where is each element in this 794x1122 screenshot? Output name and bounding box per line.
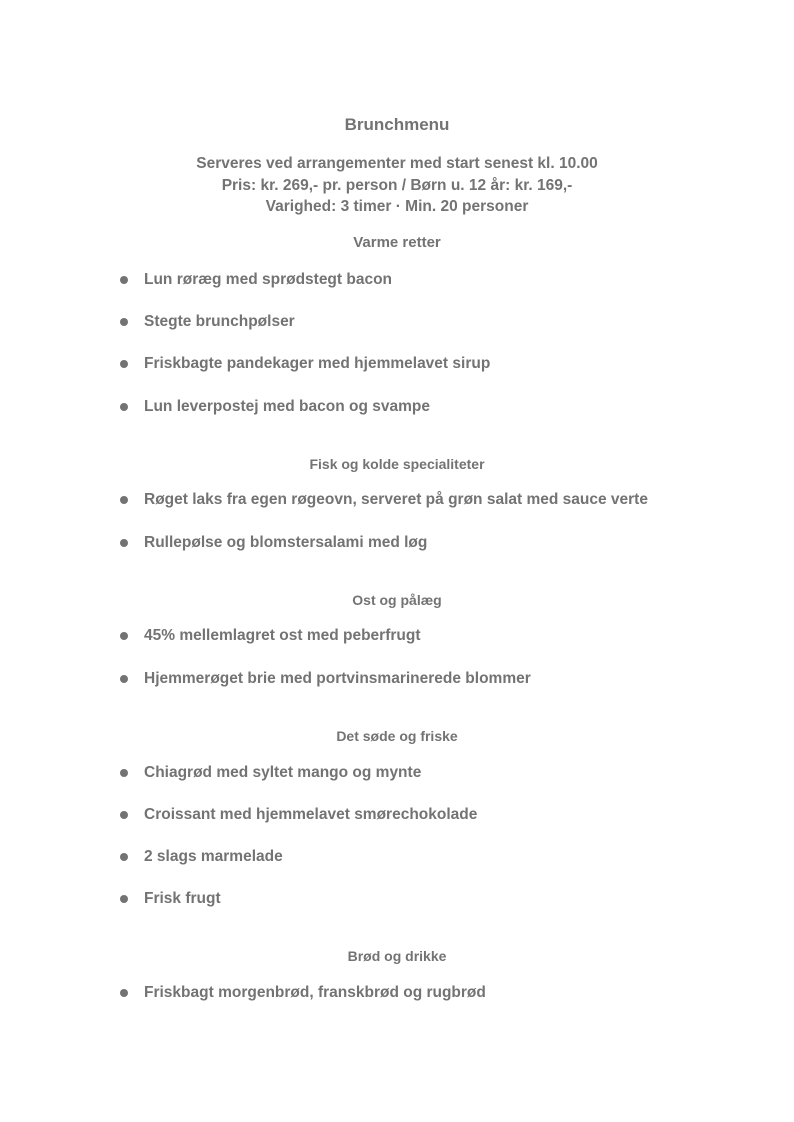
intro-line-price: Pris: kr. 269,- pr. person / Børn u. 12 år: kr. 169,- [221, 176, 573, 194]
list-item-text: Røget laks fra egen røgeovn, serveret på grøn salat med sauce verte [144, 491, 648, 508]
menu-title: Brunchmenu [344, 115, 450, 134]
section-heading-varme-retter: Varme retter [353, 234, 441, 251]
list-item-text: 2 slags marmelade [144, 848, 283, 865]
list-item-text: Friskbagt morgenbrød, franskbrød og rugbrød [144, 984, 486, 1001]
list-item-text: Rullepølse og blomstersalami med løg [144, 534, 428, 551]
section-heading-fisk: Fisk og kolde specialiteter [309, 456, 485, 472]
bullet-icon [120, 853, 128, 861]
section-heading-ost: Ost og pålæg [352, 592, 442, 608]
section-heading-soede: Det søde og friske [336, 728, 458, 744]
list-item-text: Lun røræg med sprødstegt bacon [144, 271, 393, 288]
bullet-icon [120, 811, 128, 819]
bullet-icon [120, 989, 128, 997]
bullet-icon [120, 632, 128, 640]
list-item-text: Lun leverpostej med bacon og svampe [144, 398, 430, 415]
list-item-text: Croissant med hjemmelavet smørechokolade [144, 806, 478, 823]
bullet-icon [120, 496, 128, 504]
list-item-text: Friskbagte pandekager med hjemmelavet sirup [144, 355, 491, 372]
bullet-icon [120, 318, 128, 326]
menu-intro [0, 153, 794, 218]
list-item-text: Hjemmerøget brie med portvinsmarinerede blommer [144, 670, 531, 687]
list-item-text: 45% mellemlagret ost med peberfrugt [144, 627, 421, 644]
list-item-text: Chiagrød med syltet mango og mynte [144, 764, 422, 781]
bullet-icon [120, 895, 128, 903]
bullet-icon [120, 539, 128, 547]
bullet-icon [120, 403, 128, 411]
list-item-text: Frisk frugt [144, 890, 221, 907]
intro-line-duration: Varighed: 3 timer · Min. 20 personer [265, 198, 529, 215]
bullet-icon [120, 675, 128, 683]
section-heading-broed: Brød og drikke [347, 948, 447, 964]
intro-line-serving: Serveres ved arrangementer med start senest kl. 10.00 [196, 155, 598, 172]
bullet-icon [120, 360, 128, 368]
bullet-icon [120, 769, 128, 777]
bullet-icon [120, 276, 128, 284]
list-item-text: Stegte brunchpølser [144, 313, 295, 330]
